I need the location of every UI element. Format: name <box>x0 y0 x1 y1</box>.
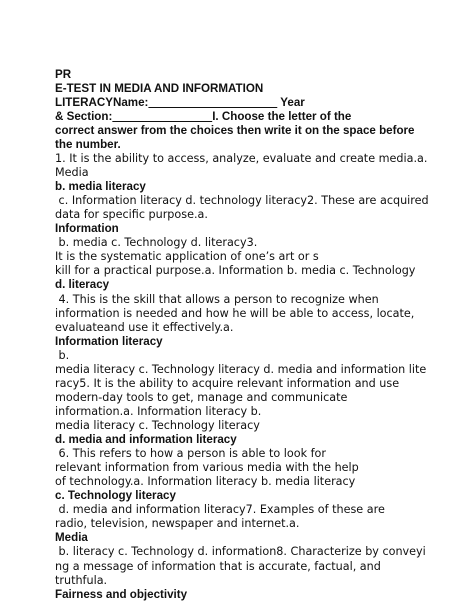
answer-line: c. Technology literacy <box>55 489 176 503</box>
question-line: radio, television, newspaper and internet.a. <box>55 517 300 531</box>
section-blank <box>112 110 212 123</box>
question-line: 4. This is the skill that allows a person to recognize when <box>55 292 379 306</box>
instruction-start: I. Choose the letter of the <box>212 110 352 123</box>
answer-line: d. literacy <box>55 278 110 292</box>
answer-line: d. media and information literacy <box>55 433 237 446</box>
header-line-2: E-TEST IN MEDIA AND INFORMATION <box>55 82 264 95</box>
question-line: d. media and information literacy7. Examples of these are <box>55 503 385 517</box>
question-line: truthfula. <box>55 573 108 587</box>
answer-line: b. media literacy <box>55 180 146 194</box>
question-line: b. media c. Technology d. literacy3. <box>55 236 258 250</box>
question-line: b. literacy c. Technology d. information8. Characterize by conveyi <box>55 545 426 559</box>
header-line-3 <box>55 96 305 110</box>
question-line: media literacy c. Technology literacy <box>55 418 260 432</box>
question-line: b. <box>55 348 70 362</box>
answer-line: Media <box>55 531 88 545</box>
question-line: It is the systematic application of one’s art or s <box>55 250 319 264</box>
header-line-4 <box>55 110 351 124</box>
header-line-5: correct answer from the choices then write it on the space before <box>55 124 415 137</box>
header-line-1: PR <box>55 68 72 81</box>
question-line: information is needed and how he will be able to access, locate, <box>55 306 415 320</box>
question-line: kill for a practical purpose.a. Information b. media c. Technology <box>55 264 416 278</box>
year-label: Year <box>277 96 305 109</box>
question-line: modern-day tools to get, manage and communicate <box>55 390 348 404</box>
answer-line: Information <box>55 222 119 236</box>
answer-line: Information literacy <box>55 334 163 348</box>
question-line: media literacy c. Technology literacy d. media and information lite <box>55 362 427 376</box>
question-line: data for specific purpose.a. <box>55 208 208 222</box>
question-line: Media <box>55 166 89 180</box>
question-line: 6. This refers to how a person is able to look for <box>55 447 326 461</box>
answer-line: Fairness and objectivity <box>55 587 188 601</box>
question-line: racy5. It is the ability to acquire relevant information and use <box>55 376 400 390</box>
question-line: of technology.a. Information literacy b. media literacy <box>55 475 356 489</box>
question-line: information.a. Information literacy b. <box>55 404 262 418</box>
section-label: & Section: <box>55 110 113 123</box>
question-line: 1. It is the ability to access, analyze, evaluate and create media.a. <box>55 152 428 165</box>
question-line: ng a message of information that is accurate, factual, and <box>55 559 381 573</box>
question-line: evaluateand use it effectively.a. <box>55 320 234 334</box>
question-line: relevant information from various media with the help <box>55 461 359 475</box>
header-line-6: the number. <box>55 138 121 151</box>
name-label: LITERACYName: <box>55 96 149 109</box>
name-blank <box>148 96 277 109</box>
question-line: c. Information literacy d. technology literacy2. These are acquired <box>55 194 429 208</box>
